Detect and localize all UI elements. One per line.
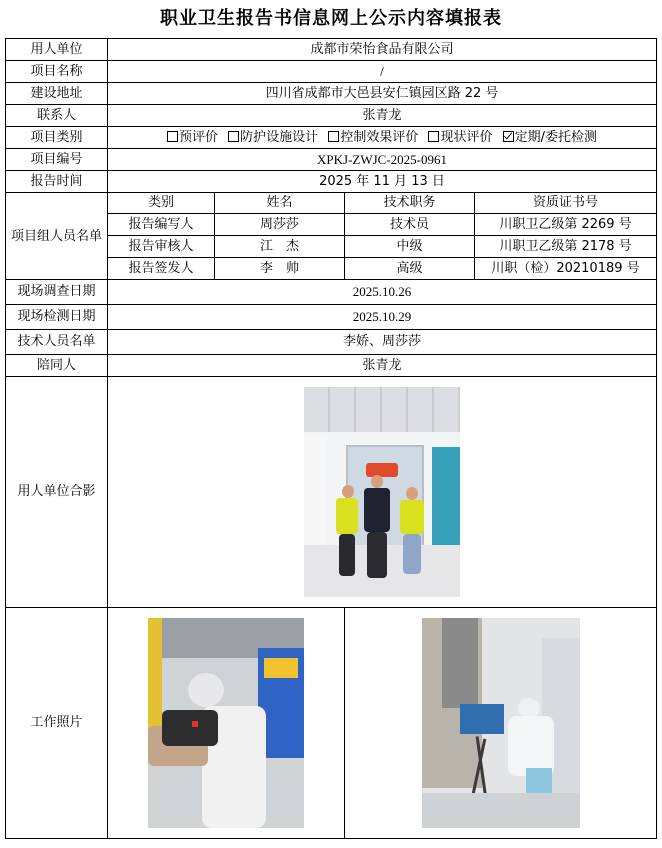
option-protection-design: 防护设施设计: [228, 130, 318, 145]
team-row-3-cert: 川职（检）20210189 号: [475, 258, 657, 280]
team-row-2-title: 中级: [345, 236, 475, 258]
checkbox-unchecked: [167, 131, 178, 142]
employer-label: 用人单位: [6, 39, 108, 61]
testing-date-label: 现场检测日期: [6, 305, 108, 330]
project-no-label: 项目编号: [6, 149, 108, 171]
contact-value: 张青龙: [108, 105, 657, 127]
accompanying-label: 陪同人: [6, 355, 108, 377]
team-row-1-role: 报告编写人: [108, 214, 215, 236]
option-periodic-testing: 定期/委托检测: [503, 130, 597, 145]
team-header-category: 类别: [108, 193, 215, 214]
team-row-3-role: 报告签发人: [108, 258, 215, 280]
form-title: 职业卫生报告书信息网上公示内容填报表: [160, 8, 502, 29]
testing-date-value: 2025.10.29: [108, 305, 657, 330]
project-type-label: 项目类别: [6, 127, 108, 149]
disclosure-form: [5, 38, 657, 839]
technicians-label: 技术人员名单: [6, 330, 108, 355]
team-row-2-role: 报告审核人: [108, 236, 215, 258]
team-row-2-name: 江 杰: [215, 236, 345, 258]
accompanying-value: 张青龙: [108, 355, 657, 377]
team-row-3-title: 高级: [345, 258, 475, 280]
work-photo-1-image: [148, 618, 304, 828]
team-label: 项目组人员名单: [6, 193, 108, 280]
group-photo-image: [304, 387, 460, 597]
checkbox-unchecked: [328, 131, 339, 142]
report-time-label: 报告时间: [6, 171, 108, 193]
team-row-2-cert: 川职卫乙级第 2178 号: [475, 236, 657, 258]
option-status-evaluation: 现状评价: [428, 130, 492, 145]
group-photo-cell: [108, 377, 657, 608]
project-name-label: 项目名称: [6, 61, 108, 83]
checkbox-unchecked: [228, 131, 239, 142]
report-time-value: 2025 年 11 月 13 日: [108, 171, 657, 193]
survey-date-value: 2025.10.26: [108, 280, 657, 305]
option-pre-evaluation: 预评价: [167, 130, 218, 145]
address-value: 四川省成都市大邑县安仁镇园区路 22 号: [108, 83, 657, 105]
technicians-value: 李娇、周莎莎: [108, 330, 657, 355]
team-row-1-title: 技术员: [345, 214, 475, 236]
checkbox-checked: [503, 131, 514, 142]
work-photos-label: 工作照片: [6, 608, 108, 839]
team-row-1-name: 周莎莎: [215, 214, 345, 236]
team-row-1-cert: 川职卫乙级第 2269 号: [475, 214, 657, 236]
option-control-evaluation: 控制效果评价: [328, 130, 418, 145]
work-photo-2-cell: [345, 608, 657, 839]
project-name-value: /: [108, 61, 657, 83]
work-photo-2-image: [422, 618, 580, 828]
project-no-value: XPKJ-ZWJC-2025-0961: [108, 149, 657, 171]
checkbox-unchecked: [428, 131, 439, 142]
contact-label: 联系人: [6, 105, 108, 127]
survey-date-label: 现场调查日期: [6, 280, 108, 305]
project-type-options: [108, 127, 657, 149]
group-photo-label: 用人单位合影: [6, 377, 108, 608]
work-photo-1-cell: [108, 608, 345, 839]
team-header-cert: 资质证书号: [475, 193, 657, 214]
team-header-title: 技术职务: [345, 193, 475, 214]
team-header-name: 姓名: [215, 193, 345, 214]
team-row-3-name: 李 帅: [215, 258, 345, 280]
address-label: 建设地址: [6, 83, 108, 105]
employer-value: 成都市荣怡食品有限公司: [108, 39, 657, 61]
